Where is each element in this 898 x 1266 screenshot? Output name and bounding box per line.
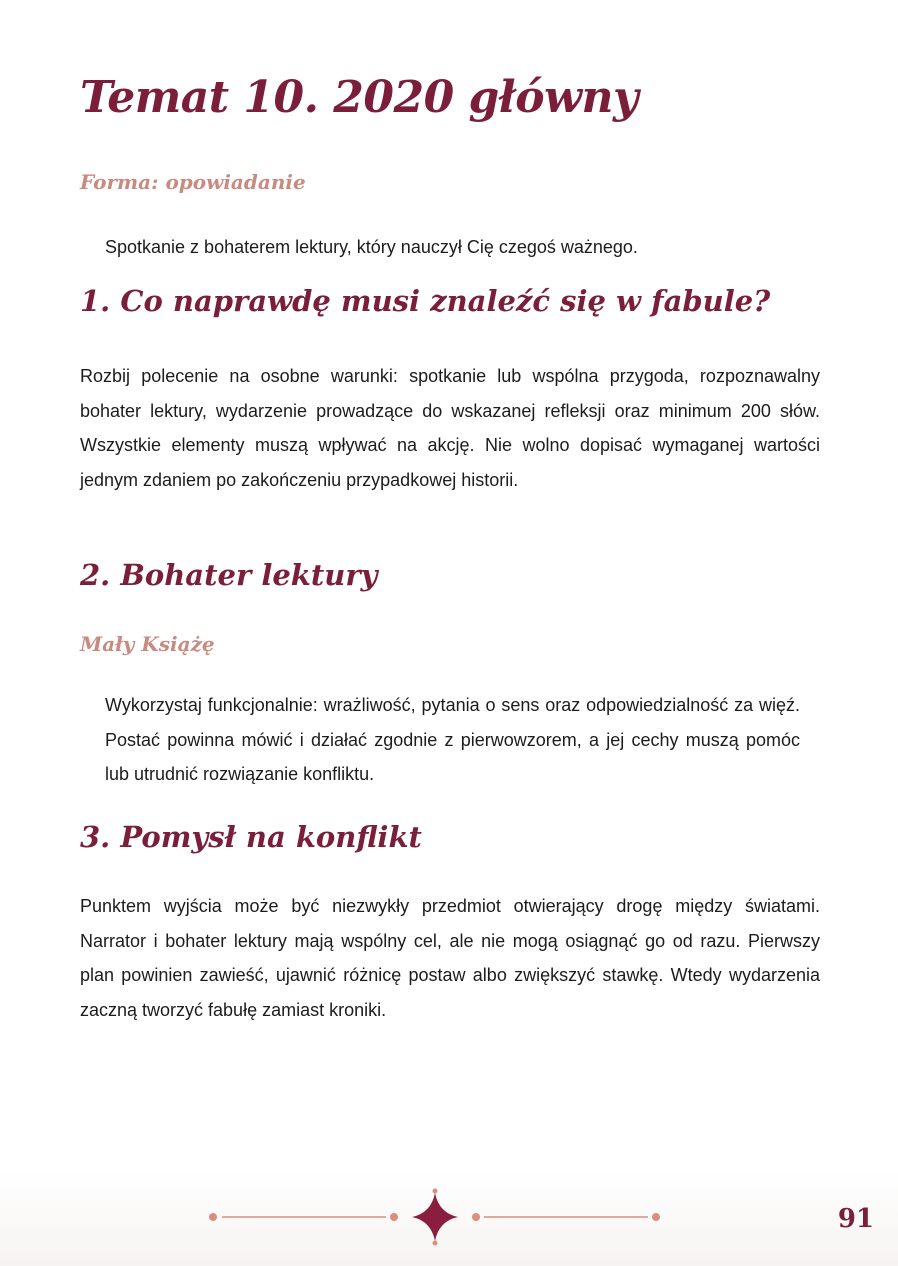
section-1-heading: 1. Co naprawdę musi znaleźć się w fabule? xyxy=(80,284,771,318)
section-2-subheading: Mały Książę xyxy=(80,632,215,656)
section-2-heading: 2. Bohater lektury xyxy=(80,558,378,592)
topic-text: Spotkanie z bohaterem lektury, który nauczył Cię czegoś ważnego. xyxy=(105,237,638,257)
page-number: 91 xyxy=(837,1204,874,1234)
section-3-text: Punktem wyjścia może być niezwykły przedmiot otwierający drogę między światami. Narrator i bohater lektury mają wspólny cel, ale nie mogą osiągnąć go od razu. Pierwszy plan powinien zawieść, ujawnić różnicę postaw albo zwiększyć stawkę. Wtedy wydarzenia zaczną tworzyć fabułę zamiast kroniki. xyxy=(80,896,820,1020)
section-3-heading: 3. Pomysł na konflikt xyxy=(80,820,422,854)
section-2-text: Wykorzystaj funkcjonalnie: wrażliwość, pytania o sens oraz odpowiedzialność za więź. Postać powinna mówić i działać zgodnie z pierwowzorem, a jej cechy muszą pomóc lub utrudnić rozwiązanie konfliktu. xyxy=(105,695,800,784)
section-1-text: Rozbij polecenie na osobne warunki: spotkanie lub wspólna przygoda, rozpoznawalny bohater lektury, wydarzenie prowadzące do wskazanej refleksji oraz minimum 200 słów. Wszystkie elementy muszą wpływać na akcję. Nie wolno dopisać wymaganej wartości jednym zdaniem po zakończeniu przypadkowej historii. xyxy=(80,366,820,490)
page-title: Temat 10. 2020 główny xyxy=(80,72,639,123)
form-label: Forma: opowiadanie xyxy=(80,170,306,194)
star-divider-icon xyxy=(200,1185,670,1249)
